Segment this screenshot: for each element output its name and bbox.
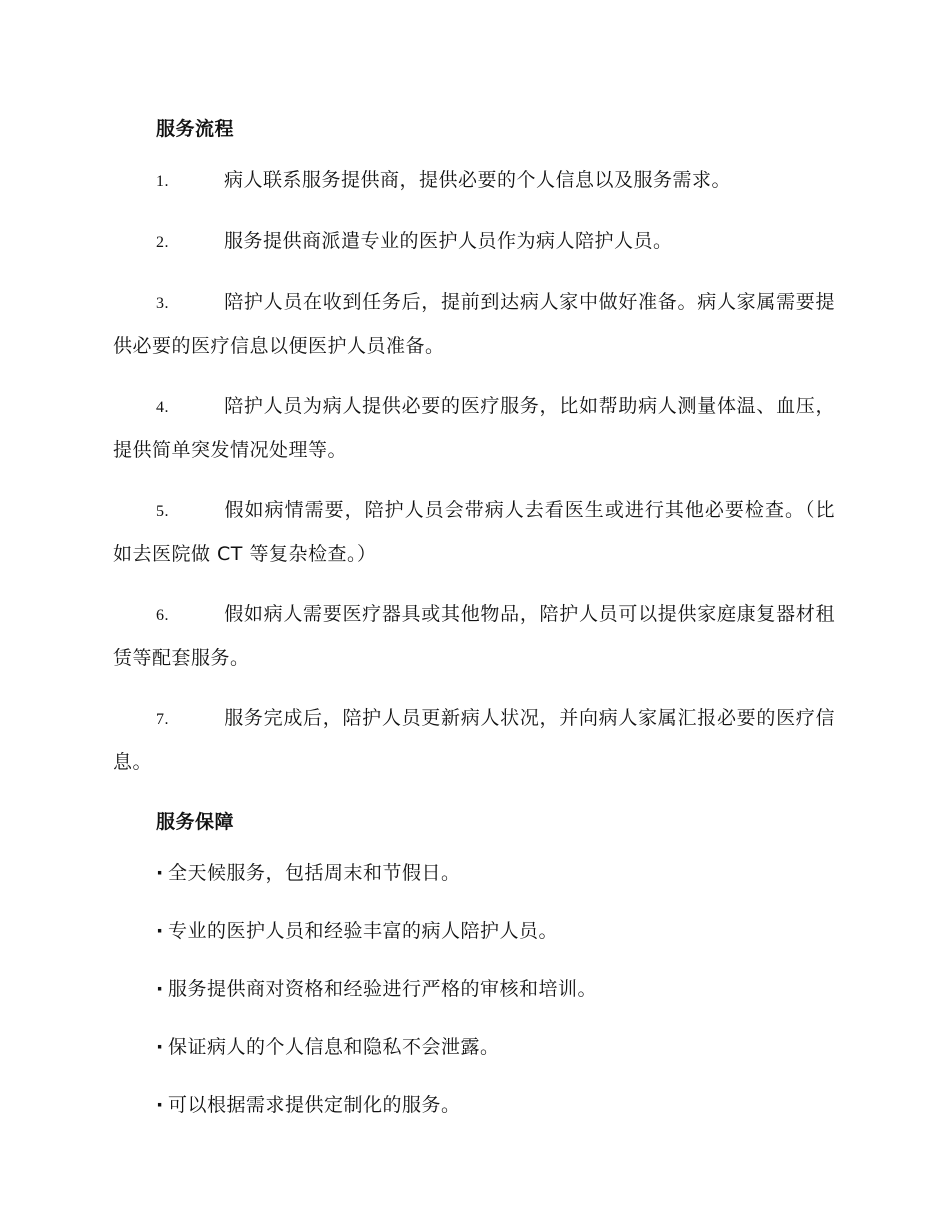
guarantee-item xyxy=(113,1084,835,1127)
step-text: 假如病人需要医疗器具或其他物品，陪护人员可以提供家庭康复器材租赁等配套服务。 xyxy=(113,603,835,669)
guarantee-text: 全天候服务，包括周末和节假日。 xyxy=(168,862,461,884)
guarantee-text: 服务提供商对资格和经验进行严格的审核和培训。 xyxy=(168,978,598,1000)
step-number: 5. xyxy=(156,503,169,520)
step-number: 6. xyxy=(156,607,169,624)
process-step xyxy=(113,697,835,784)
step-text: 病人联系服务提供商，提供必要的个人信息以及服务需求。 xyxy=(224,169,732,191)
guarantee-item xyxy=(113,1026,835,1069)
bullet-icon: · xyxy=(156,1094,164,1116)
process-step xyxy=(113,489,835,576)
step-text: 服务提供商派遣专业的医护人员作为病人陪护人员。 xyxy=(224,230,673,252)
section-heading-guarantee: 服务保障 xyxy=(156,811,235,833)
guarantee-list xyxy=(113,852,835,1127)
step-number: 7. xyxy=(156,711,169,728)
step-number: 3. xyxy=(156,295,169,312)
guarantee-text: 可以根据需求提供定制化的服务。 xyxy=(168,1094,461,1116)
process-step xyxy=(113,220,835,264)
section-heading-process: 服务流程 xyxy=(156,118,235,140)
process-step xyxy=(113,385,835,472)
process-steps-list xyxy=(113,159,835,784)
document-page xyxy=(113,108,835,1142)
step-number: 2. xyxy=(156,234,169,251)
step-text: 陪护人员在收到任务后，提前到达病人家中做好准备。病人家属需要提供必要的医疗信息以便医护人员准备。 xyxy=(113,291,835,357)
process-step xyxy=(113,281,835,368)
step-number: 1. xyxy=(156,173,169,190)
bullet-icon: · xyxy=(156,920,164,942)
guarantee-text: 保证病人的个人信息和隐私不会泄露。 xyxy=(168,1036,500,1058)
bullet-icon: · xyxy=(156,862,164,884)
step-text: 服务完成后，陪护人员更新病人状况，并向病人家属汇报必要的医疗信息。 xyxy=(113,707,835,773)
guarantee-item xyxy=(113,852,835,895)
process-step xyxy=(113,159,835,203)
process-step xyxy=(113,593,835,680)
step-text: 假如病情需要，陪护人员会带病人去看医生或进行其他必要检查。（比如去医院做 CT 等复杂检查。） xyxy=(113,499,835,565)
guarantee-item xyxy=(113,968,835,1011)
guarantee-item xyxy=(113,910,835,953)
guarantee-text: 专业的医护人员和经验丰富的病人陪护人员。 xyxy=(168,920,559,942)
step-text: 陪护人员为病人提供必要的医疗服务，比如帮助病人测量体温、血压，提供简单突发情况处理等。 xyxy=(113,395,835,461)
bullet-icon: · xyxy=(156,978,164,1000)
bullet-icon: · xyxy=(156,1036,164,1058)
step-number: 4. xyxy=(156,399,169,416)
